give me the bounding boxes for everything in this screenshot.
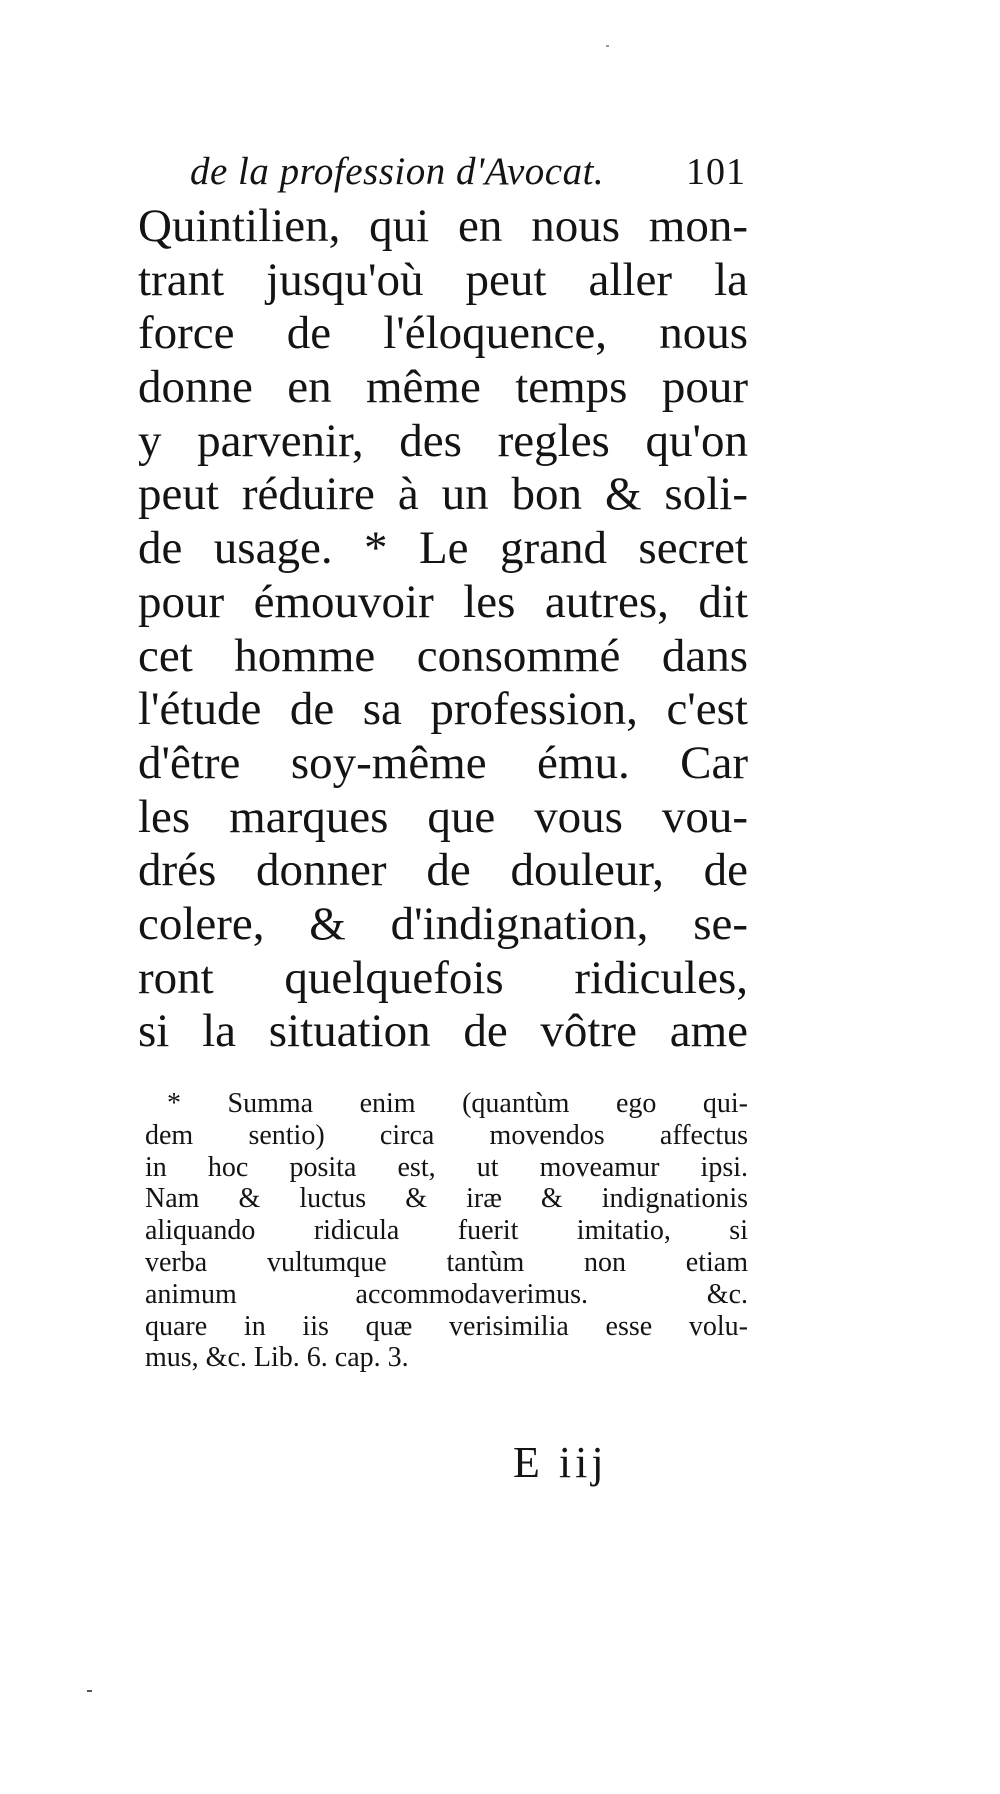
text-line: les marques que vous vou- xyxy=(138,790,748,843)
text-line: de usage. * Le grand secret xyxy=(138,522,748,575)
running-title: de la profession d'Avocat. xyxy=(190,150,605,193)
footnote xyxy=(145,1088,748,1374)
footnote-line: aliquando ridicula fuerit imitatio, si xyxy=(145,1215,748,1247)
footnote-line: mus, &c. Lib. 6. cap. 3. xyxy=(145,1342,409,1374)
footnote-line: verba vultumque tantùm non etiam xyxy=(145,1246,748,1278)
text-line: peut réduire à un bon & soli- xyxy=(138,468,748,521)
text-line: y parvenir, des regles qu'on xyxy=(138,414,748,467)
text-line: ront quelquefois ridicules, xyxy=(138,951,748,1004)
footnote-line: * Summa enim (quantùm ego qui- xyxy=(167,1088,748,1119)
main-text xyxy=(138,200,748,1059)
text-line: d'être soy-même ému. Car xyxy=(138,736,748,789)
page-header xyxy=(190,148,746,196)
page-number: 101 xyxy=(686,151,746,193)
footnote-line: Nam & luctus & iræ & indignationis xyxy=(145,1183,748,1215)
text-line: colere, & d'indignation, se- xyxy=(138,897,748,950)
text-line: force de l'éloquence, nous xyxy=(138,307,748,360)
text-line: donne en même temps pour xyxy=(138,361,748,414)
paper-speck xyxy=(606,45,609,47)
text-line: Quintilien, qui en nous mon- xyxy=(138,200,748,252)
footnote-line: quare in iis quæ verisimilia esse volu- xyxy=(145,1310,748,1342)
text-line: trant jusqu'où peut aller la xyxy=(138,253,748,306)
text-line: si la situation de vôtre ame xyxy=(138,1005,748,1058)
signature-mark: E iij xyxy=(513,1438,608,1487)
text-line: l'étude de sa profession, c'est xyxy=(138,683,748,736)
text-line: cet homme consommé dans xyxy=(138,629,748,682)
footnote-line: dem sentio) circa movendos affectus xyxy=(145,1119,748,1151)
text-line: pour émouvoir les autres, dit xyxy=(138,575,748,628)
paper-speck xyxy=(87,1690,92,1692)
footnote-line: animum accommodaverimus. &c. xyxy=(145,1278,748,1310)
text-line: drés donner de douleur, de xyxy=(138,844,748,897)
footnote-line: in hoc posita est, ut moveamur ipsi. xyxy=(145,1151,748,1183)
